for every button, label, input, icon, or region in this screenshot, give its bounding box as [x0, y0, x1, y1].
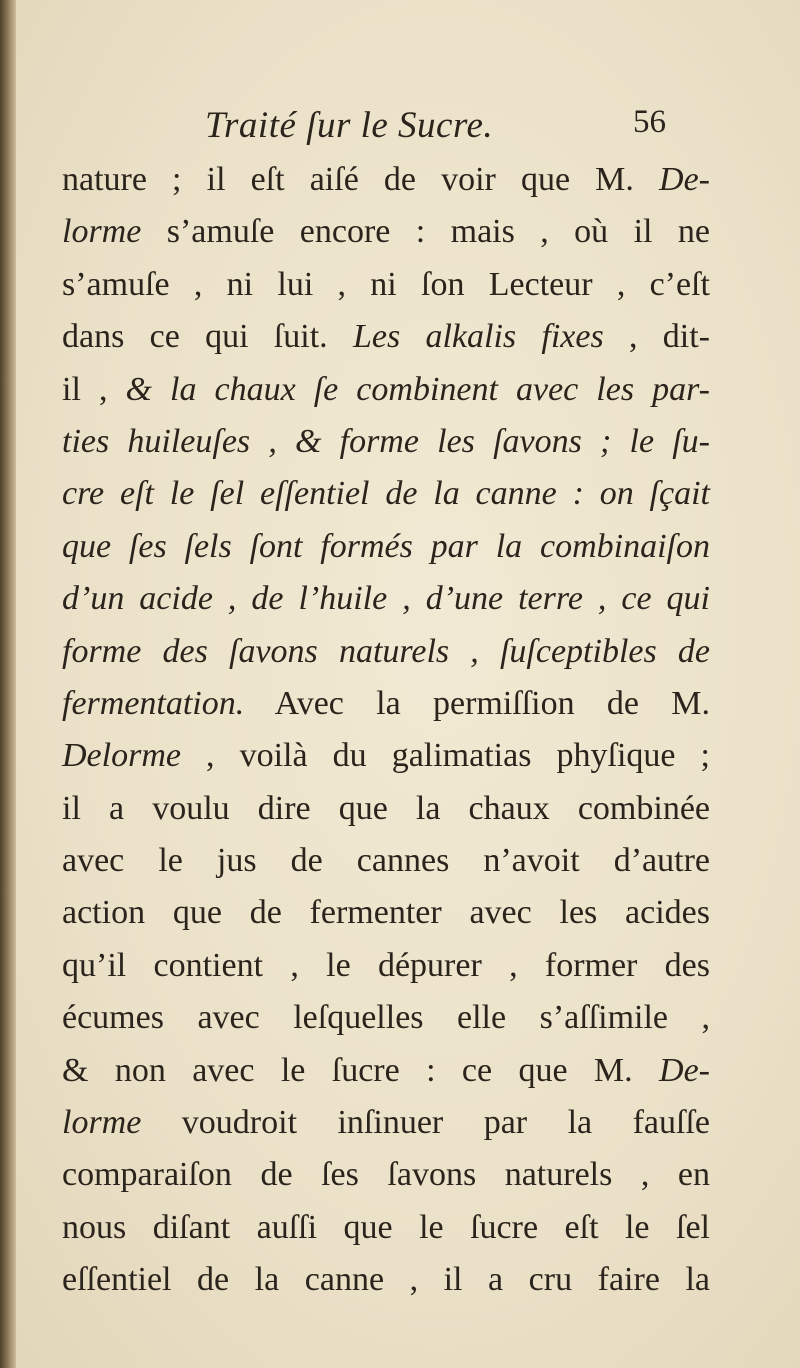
text-run: avec le jus de cannes n’avoit d’autre — [62, 842, 710, 880]
text-run: écumes avec leſquelles elle s’aſſimile , — [62, 999, 710, 1037]
text-run: nature ; il eſt aiſé de voir que M. — [62, 161, 660, 198]
body-text — [62, 154, 710, 1307]
italic-run: De- — [659, 161, 710, 198]
text-line — [62, 1149, 710, 1201]
italic-run: Les alkalis fixes — [352, 318, 604, 356]
italic-run: lorme — [62, 213, 142, 251]
text-line — [62, 1202, 710, 1254]
text-line — [62, 311, 710, 363]
text-run: voudroit inſinuer par la fauſſe — [141, 1104, 710, 1142]
italic-run: fermentation. — [62, 684, 245, 722]
italic-run: que ſes ſels ſont formés par la combinaiſon — [62, 527, 710, 565]
text-run: qu’il contient , le dépurer , former des — [62, 946, 710, 984]
text-line — [62, 364, 710, 416]
italic-run: ties huileuſes , & forme les ſavons ; le ſu- — [62, 422, 710, 460]
italic-run: d’un acide , de l’huile , d’une terre , ce qui — [62, 580, 710, 618]
text-line — [62, 521, 710, 573]
text-line — [62, 783, 710, 835]
page-number: 56 — [633, 104, 666, 140]
text-run: nous diſant auſſi que le ſucre eſt le ſel — [62, 1208, 710, 1246]
italic-run: Delorme — [62, 737, 181, 775]
text-line — [62, 259, 710, 311]
text-line — [62, 1045, 710, 1097]
text-run: , voilà du galimatias phyſique ; — [180, 737, 710, 775]
italic-run: & la chaux ſe combinent avec les par- — [125, 370, 710, 408]
text-line — [62, 206, 710, 258]
text-run: action que de fermenter avec les acides — [62, 894, 710, 932]
text-run: Avec la permiſſion de M. — [244, 684, 710, 722]
text-line — [62, 468, 710, 520]
text-line — [62, 626, 710, 678]
running-title: Traité ſur le Sucre. — [205, 105, 494, 146]
text-line — [62, 416, 710, 468]
text-line — [62, 887, 710, 939]
text-run: s’amuſe encore : mais , où il ne — [141, 213, 710, 251]
text-run: dans ce qui ſuit. — [62, 318, 353, 356]
text-run: s’amuſe , ni lui , ni ſon Lecteur , c’eſt — [62, 265, 710, 303]
text-line — [62, 1254, 710, 1306]
text-run: eſſentiel de la canne , il a cru faire la — [62, 1261, 710, 1299]
italic-run: De- — [659, 1051, 710, 1089]
text-line — [62, 730, 710, 782]
text-line — [62, 1097, 710, 1149]
text-line — [62, 154, 710, 206]
text-run: , dit- — [603, 318, 711, 356]
page-header — [0, 104, 800, 154]
italic-run: cre eſt le ſel eſſentiel de la canne : on ſçait — [62, 475, 710, 513]
page-binding-edge — [0, 0, 16, 1368]
text-line — [62, 678, 710, 730]
text-line — [62, 992, 710, 1044]
text-run: comparaiſon de ſes ſavons naturels , en — [62, 1156, 710, 1194]
text-run: il , — [62, 370, 126, 408]
text-line — [62, 835, 710, 887]
text-run: & non avec le ſucre : ce que M. — [62, 1051, 660, 1089]
text-line — [62, 940, 710, 992]
text-run: il a voulu dire que la chaux combinée — [62, 789, 710, 827]
italic-run: lorme — [62, 1104, 142, 1142]
text-line — [62, 573, 710, 625]
italic-run: forme des ſavons naturels , ſuſceptibles de — [62, 632, 710, 670]
